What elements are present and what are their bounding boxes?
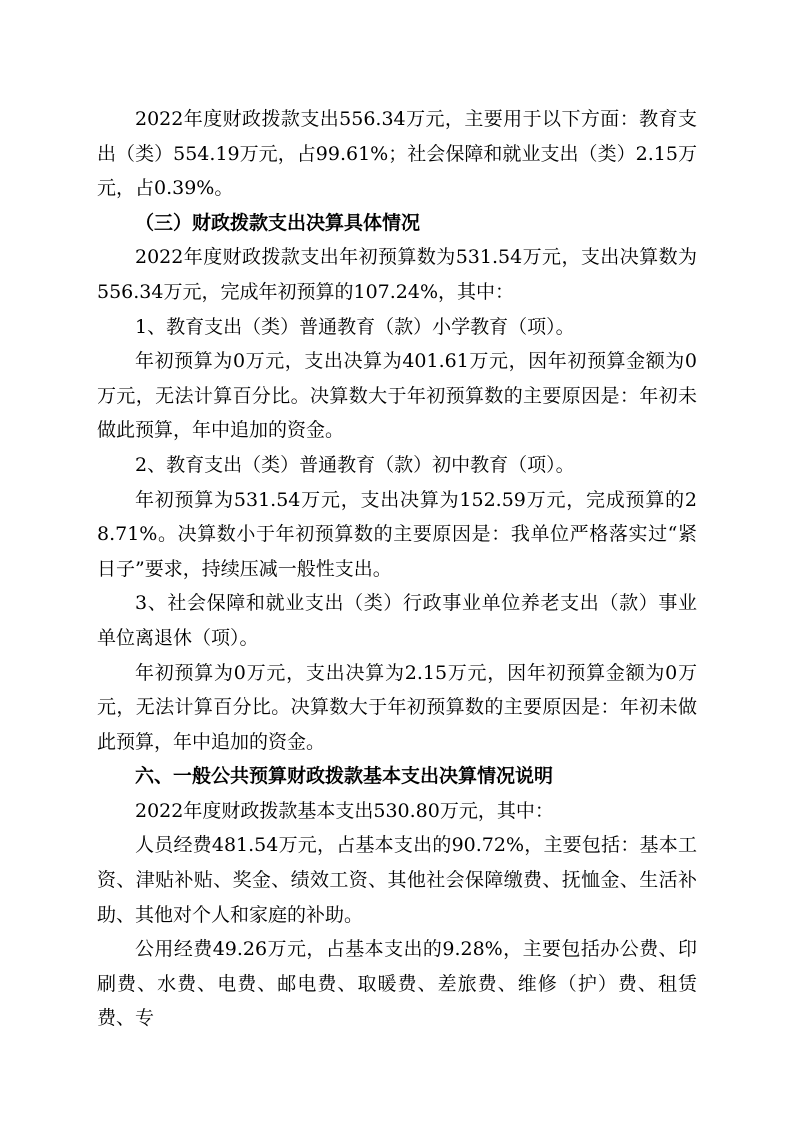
section-heading-expenditure-details: （三）财政拨款支出决算具体情况 [135,211,421,234]
paragraph-item-primary-education: 1、教育支出（类）普通教育（款）小学教育（项）。 [135,315,575,338]
paragraph-budget-overview: 2022年度财政拨款支出年初预算数为531.54万元，支出决算数为556.34万元，完成年初预算的107.24%，其中： [97,246,697,303]
paragraph-item-junior-middle-education: 2、教育支出（类）普通教育（款）初中教育（项）。 [135,453,575,476]
paragraph-basic-expenditure-total: 2022年度财政拨款基本支出530.80万元，其中： [135,799,554,822]
document-body [97,102,697,1036]
section-heading-basic-expenditure: 六、一般公共预算财政拨款基本支出决算情况说明 [135,765,554,788]
paragraph-expenditure-summary: 2022年度财政拨款支出556.34万元，主要用于以下方面：教育支出（类）554.19万元，占99.61%；社会保障和就业支出（类）2.15万元，占0.39%。 [97,108,697,200]
paragraph-primary-education-detail: 年初预算为0万元，支出决算为401.61万元，因年初预算金额为0万元，无法计算百分比。决算数大于年初预算数的主要原因是：年初未做此预算，年中追加的资金。 [97,350,697,442]
paragraph-junior-middle-education-detail: 年初预算为531.54万元，支出决算为152.59万元，完成预算的28.71%。决算数小于年初预算数的主要原因是：我单位严格落实过“紧日子”要求，持续压减一般性支出。 [97,488,697,580]
paragraph-personnel-expenses: 人员经费481.54万元，占基本支出的90.72%，主要包括：基本工资、津贴补贴、奖金、绩效工资、其他社会保障缴费、抚恤金、生活补助、其他对个人和家庭的补助。 [97,834,697,926]
paragraph-public-expenses: 公用经费49.26万元，占基本支出的9.28%，主要包括办公费、印刷费、水费、电费、邮电费、取暖费、差旅费、维修（护）费、租赁费、专 [97,938,697,1030]
paragraph-retirement-detail: 年初预算为0万元，支出决算为2.15万元，因年初预算金额为0万元，无法计算百分比。决算数大于年初预算数的主要原因是：年初未做此预算，年中追加的资金。 [97,661,697,753]
paragraph-item-retirement: 3、社会保障和就业支出（类）行政事业单位养老支出（款）事业单位离退休（项）。 [97,592,697,649]
